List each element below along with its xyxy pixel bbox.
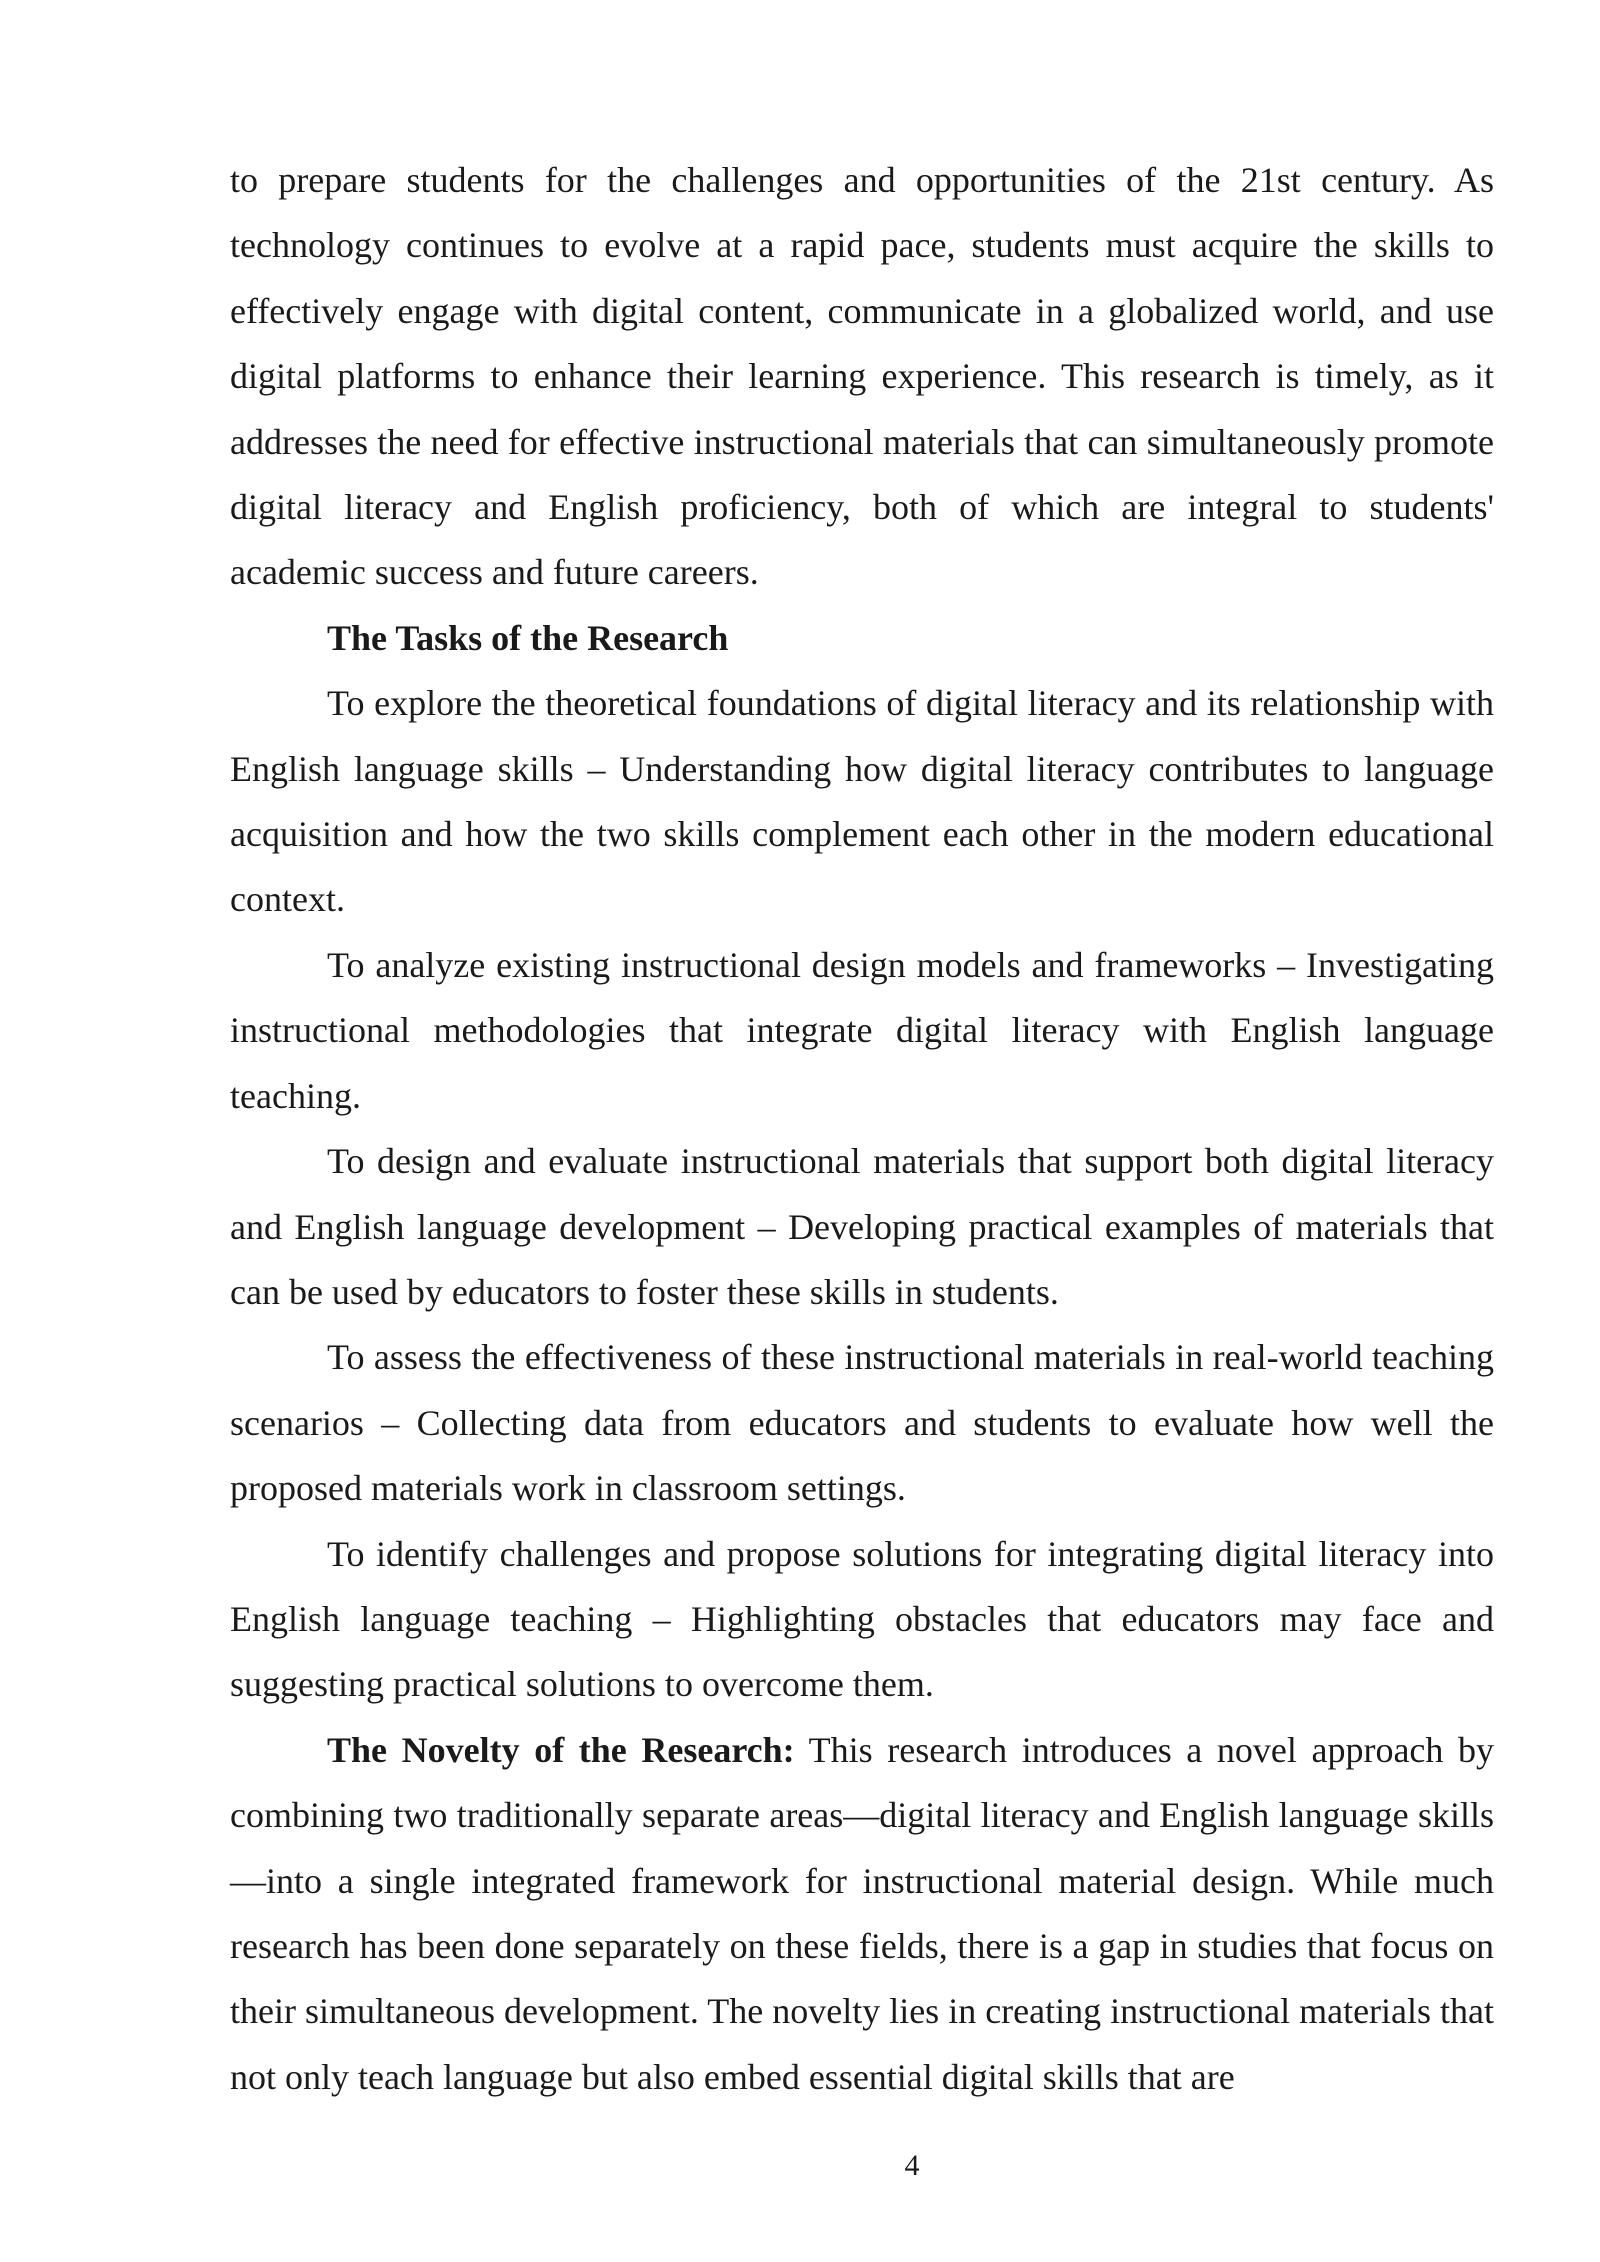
tasks-heading: The Tasks of the Research: [327, 617, 729, 658]
task-paragraph-3: To design and evaluate instructional materials that support both digital literacy and English language development – Developing practical examples of materials that can be used by educators to foster these skills in students.: [230, 1141, 1494, 1312]
task-paragraph-4: To assess the effectiveness of these instructional materials in real-world teaching scenarios – Collecting data from educators and students to evaluate how well the proposed materials work in classroom settings.: [230, 1337, 1494, 1509]
novelty-heading: The Novelty of the Research:: [327, 1729, 795, 1770]
page-number: 4: [904, 2149, 920, 2182]
task-paragraph-1: To explore the theoretical foundations of digital literacy and its relationship with English language skills – Understanding how digital literacy contributes to language acquisition and how the two skills complement each other in the modern educational context.: [230, 683, 1494, 920]
task-paragraph-2: To analyze existing instructional design models and frameworks – Investigating instructional methodologies that integrate digital literacy with English language teaching.: [230, 944, 1494, 1116]
novelty-text: This research introduces a novel approach by combining two traditionally separate areas—digital literacy and English language skills—into a single integrated framework for instructional material design. While much research has been done separately on these fields, there is a gap in studies that focus on their simultaneous development. The novelty lies in creating instructional materials that not only teach language but also embed essential digital skills that are: [230, 1729, 1495, 2097]
task-paragraph-5: To identify challenges and propose solutions for integrating digital literacy into English language teaching – Highlighting obstacles that educators may face and suggesting practical solutions to overcome them.: [230, 1533, 1494, 1705]
document-page: [230, 148, 1494, 2110]
intro-paragraph: to prepare students for the challenges and opportunities of the 21st century. As technology continues to evolve at a rapid pace, students must acquire the skills to effectively engage with digital content, communicate in a globalized world, and use digital platforms to enhance their learning experience. This research is timely, as it addresses the need for effective instructional materials that can simultaneously promote digital literacy and English proficiency, both of which are integral to students' academic success and future careers.: [230, 160, 1494, 593]
novelty-paragraph: [230, 1718, 1494, 2110]
